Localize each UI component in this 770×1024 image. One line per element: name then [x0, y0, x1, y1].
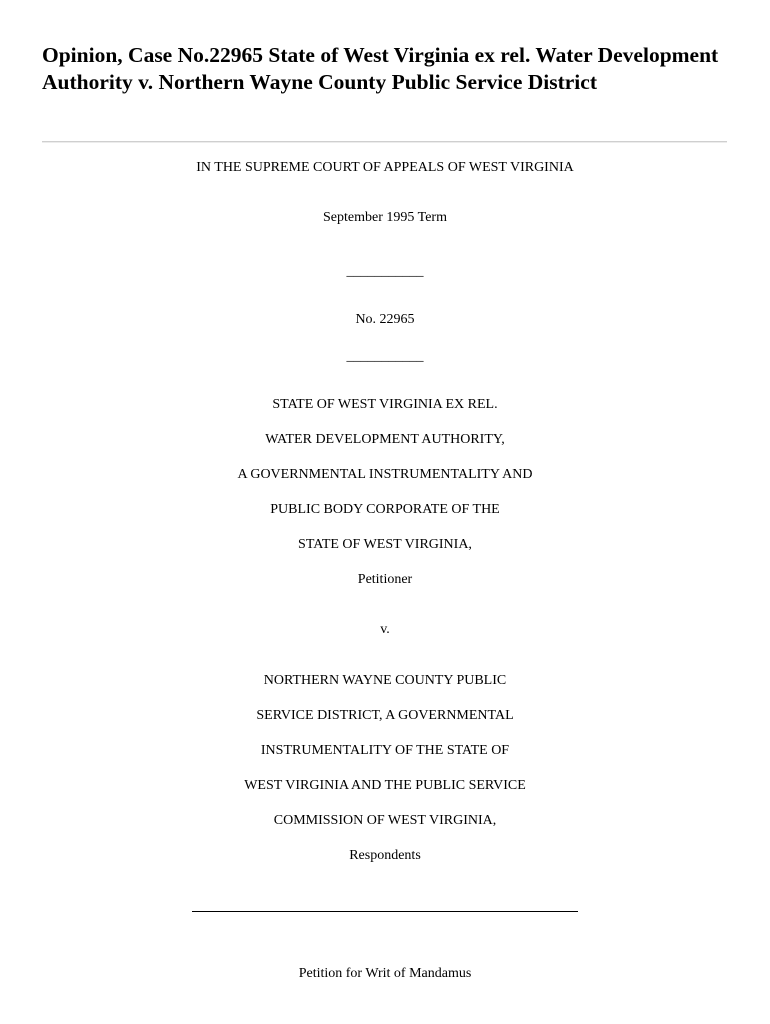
separator-bottom: ___________: [346, 349, 424, 364]
term: September 1995 Term: [323, 210, 447, 225]
page-title: Opinion, Case No.22965 State of West Virginia ex rel. Water Development Authority v. Northern Wayne County Public Service District: [42, 43, 719, 94]
petitioner-line-5: STATE OF WEST VIRGINIA,: [298, 537, 472, 552]
case-number: No. 22965: [355, 312, 415, 327]
petitioner-role: Petitioner: [357, 572, 413, 587]
versus: v.: [380, 622, 390, 637]
separator-top: ___________: [346, 264, 424, 279]
section-divider: [192, 911, 578, 912]
title-divider: [42, 141, 727, 143]
petitioner-line-3: A GOVERNMENTAL INSTRUMENTALITY AND: [237, 467, 533, 482]
respondent-line-5: COMMISSION OF WEST VIRGINIA,: [273, 813, 497, 828]
respondent-role: Respondents: [349, 848, 421, 863]
court-name: IN THE SUPREME COURT OF APPEALS OF WEST VIRGINIA: [196, 160, 574, 175]
respondent-line-3: INSTRUMENTALITY OF THE STATE OF: [260, 743, 510, 758]
petitioner-line-1: STATE OF WEST VIRGINIA EX REL.: [272, 397, 498, 412]
respondent-line-2: SERVICE DISTRICT, A GOVERNMENTAL: [256, 708, 514, 723]
petitioner-line-2: WATER DEVELOPMENT AUTHORITY,: [265, 432, 505, 447]
respondent-line-1: NORTHERN WAYNE COUNTY PUBLIC: [263, 673, 507, 688]
petitioner-line-4: PUBLIC BODY CORPORATE OF THE: [270, 502, 500, 517]
respondent-line-4: WEST VIRGINIA AND THE PUBLIC SERVICE: [244, 778, 526, 793]
petition-type: Petition for Writ of Mandamus: [298, 966, 472, 981]
